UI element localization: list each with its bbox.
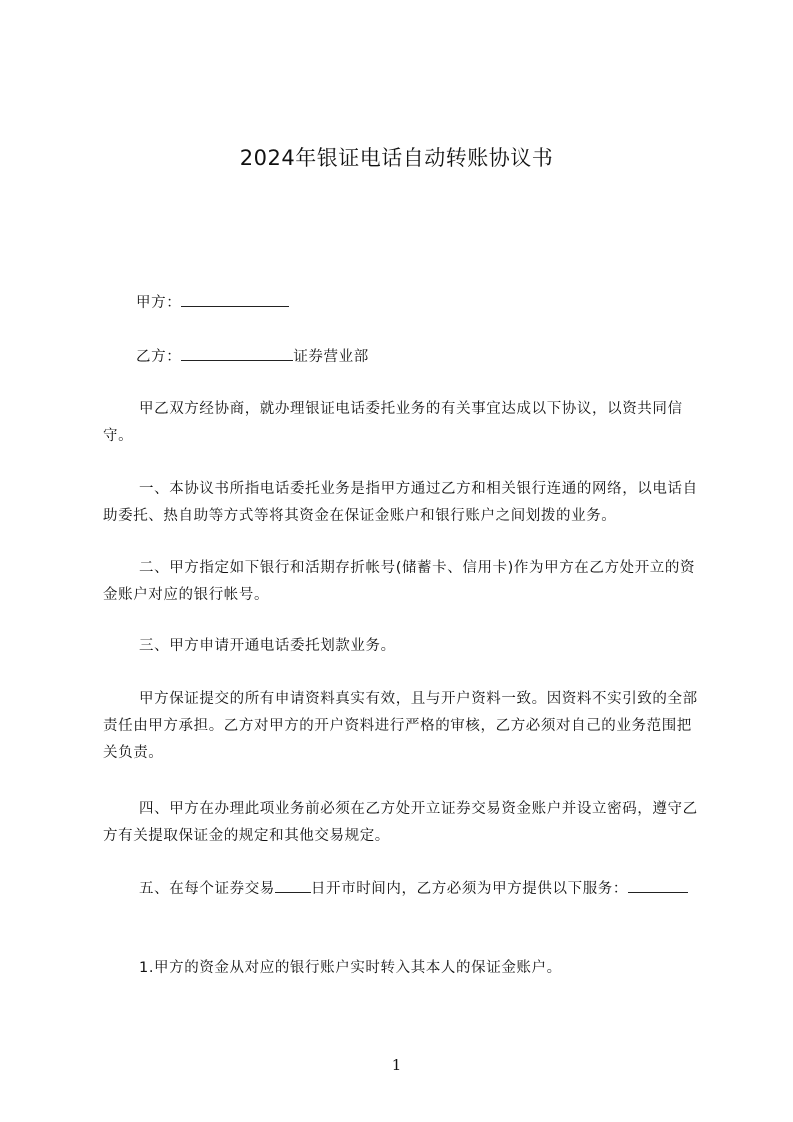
party-a-blank: [181, 293, 289, 307]
party-b-line: [136, 345, 369, 366]
clause-5-services-blank-cont: [672, 879, 688, 893]
clause-2: 二、甲方指定如下银行和活期存折帐号(储蓄卡、信用卡)作为甲方在乙方处开立的资金账户对应的银行帐号。: [103, 560, 696, 603]
clause-4: 四、甲方在办理此项业务前必须在乙方处开立证券交易资金账户并设立密码，遵守乙方有关提取保证金的规定和其他交易规定。: [103, 801, 698, 844]
intro-paragraph: 甲乙双方经协商，就办理银证电话委托业务的有关事宜达成以下协议，以资共同信守。: [103, 401, 683, 444]
party-a-label: 甲方：: [136, 295, 182, 311]
clause-1: 一、本协议书所指电话委托业务是指甲方通过乙方和相关银行连通的网络，以电话自助委托、热自助等方式等将其资金在保证金账户和银行账户之间划拨的业务。: [103, 481, 698, 524]
clause-5-day-blank: [275, 879, 311, 893]
party-b-suffix: 证券营业部: [293, 349, 369, 365]
party-b-blank: [181, 347, 293, 361]
party-b-label: 乙方：: [136, 349, 182, 365]
document-title: 2024年银证电话自动转账协议书: [239, 146, 554, 170]
clause-5-part2: 日开市时间内，乙方必须为甲方提供以下服务：: [310, 881, 629, 897]
clause-3: 三、甲方申请开通电话委托划款业务。: [139, 638, 396, 654]
guarantee-paragraph: 甲方保证提交的所有申请资料真实有效，且与开户资料一致。因资料不实引致的全部责任由甲方承担。乙方对甲方的开户资料进行严格的审核，乙方必须对自己的业务范围把关负责。: [103, 691, 698, 761]
party-a-line: [136, 291, 289, 312]
page-number: 1: [391, 1056, 402, 1074]
clause-5-services-blank: [628, 879, 672, 893]
clause-5: [103, 876, 703, 903]
service-item-1: 1.甲方的资金从对应的银行账户实时转入其本人的保证金账户。: [139, 960, 562, 976]
clause-5-part1: 五、在每个证券交易: [139, 881, 275, 897]
